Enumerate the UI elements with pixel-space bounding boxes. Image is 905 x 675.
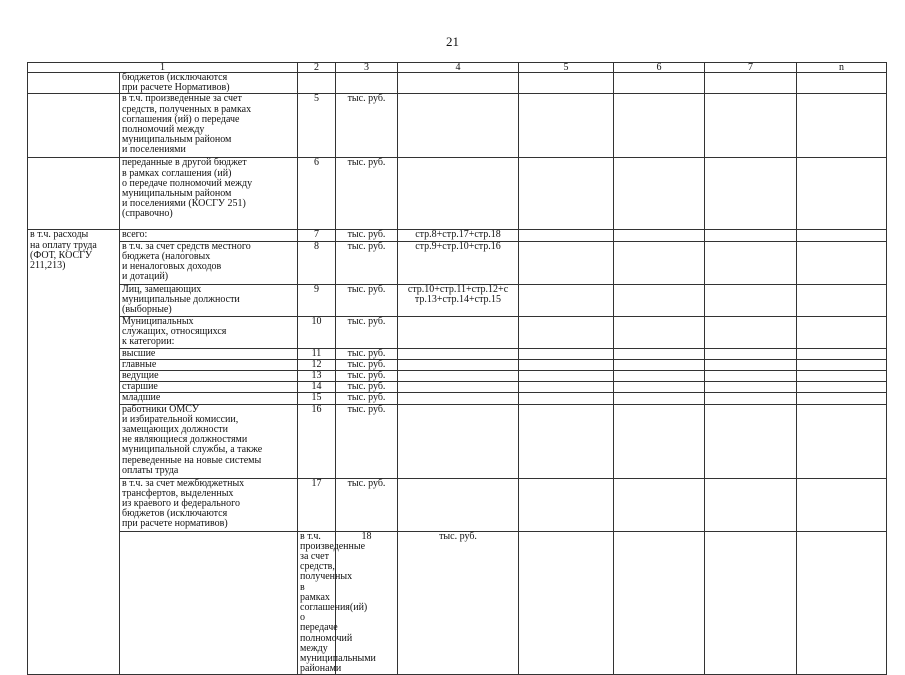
row-formula: стр.9+стр.10+стр.16: [398, 241, 519, 284]
row-unit: тыс. руб.: [336, 348, 398, 359]
row-unit: тыс. руб.: [336, 371, 398, 382]
table-row: [28, 478, 887, 531]
row-label: в т.ч. за счет межбюджетных трансфертов, выделенных из краевого и федерального бюджетов (исключаются при расчете нормативов): [120, 478, 298, 531]
row-unit: тыс. руб.: [336, 158, 398, 230]
row-label: переданные в другой бюджет в рамках соглашения (ий) о передаче полномочий между муниципальным районом и поселениями (КОСГУ 251) (справочно): [120, 158, 298, 230]
row-formula: [398, 73, 519, 94]
value-cell: [797, 316, 887, 348]
row-label: Лиц, замещающих муниципальные должности (выборные): [120, 284, 298, 316]
value-cell: [519, 359, 614, 370]
row-number: 16: [298, 404, 336, 478]
value-cell: [519, 404, 614, 478]
header-col-6: 6: [614, 63, 705, 73]
value-cell: [614, 94, 705, 158]
value-cell: [705, 478, 797, 531]
header-col-5: 5: [519, 63, 614, 73]
row-label: в т.ч. произведенные за счет средств, полученных в рамках соглашения (ий) о передаче полномочий между муниципальным районом и поселениями: [120, 94, 298, 158]
row-unit: тыс. руб.: [336, 404, 398, 478]
group-cell: [28, 73, 120, 94]
row-label: ведущие: [120, 371, 298, 382]
header-col-7: 7: [705, 63, 797, 73]
row-unit: тыс. руб.: [336, 94, 398, 158]
row-number: 8: [298, 241, 336, 284]
row-number: 12: [298, 359, 336, 370]
row-formula: [519, 531, 614, 675]
value-cell: [705, 158, 797, 230]
value-cell: [519, 284, 614, 316]
value-cell: [705, 531, 797, 675]
table-row: [28, 531, 887, 675]
row-number: 9: [298, 284, 336, 316]
value-cell: [705, 359, 797, 370]
row-label: в т.ч. произведенные за счет средств, полученных в рамках соглашения(ий) о передаче полномочий между муниципальными районами: [298, 531, 336, 675]
value-cell: [797, 393, 887, 404]
header-col-4: 4: [398, 63, 519, 73]
value-cell: [797, 241, 887, 284]
value-cell: [519, 478, 614, 531]
header-col-1: 1: [28, 63, 298, 73]
row-unit: тыс. руб.: [336, 284, 398, 316]
table-row: [28, 284, 887, 316]
row-label: младшие: [120, 393, 298, 404]
row-formula: [398, 404, 519, 478]
row-unit: тыс. руб.: [336, 393, 398, 404]
row-formula: [398, 393, 519, 404]
value-cell: [614, 393, 705, 404]
value-cell: [614, 348, 705, 359]
row-label: в т.ч. за счет средств местного бюджета (налоговых и неналоговых доходов и дотаций): [120, 241, 298, 284]
value-cell: [705, 316, 797, 348]
value-cell: [614, 158, 705, 230]
value-cell: [797, 73, 887, 94]
row-number: 13: [298, 371, 336, 382]
table-row: [28, 393, 887, 404]
value-cell: [705, 348, 797, 359]
value-cell: [519, 348, 614, 359]
row-label: работники ОМСУ и избирательной комиссии, замещающих должности не являющиеся должностями муниципальной службы, а также переведенные на новые системы оплаты труда: [120, 404, 298, 478]
value-cell: [519, 158, 614, 230]
value-cell: [797, 359, 887, 370]
value-cell: [614, 73, 705, 94]
group-cell: [28, 158, 120, 230]
row-unit: тыс. руб.: [398, 531, 519, 675]
report-table: [27, 62, 887, 675]
header-col-3: 3: [336, 63, 398, 73]
value-cell: [614, 404, 705, 478]
value-cell: [705, 404, 797, 478]
value-cell: [614, 316, 705, 348]
value-cell: [797, 371, 887, 382]
row-unit: тыс. руб.: [336, 359, 398, 370]
value-cell: [705, 371, 797, 382]
value-cell: [519, 241, 614, 284]
value-cell: [797, 404, 887, 478]
table-row: [28, 404, 887, 478]
value-cell: [797, 230, 887, 241]
value-cell: [797, 158, 887, 230]
row-formula: [398, 382, 519, 393]
value-cell: [519, 73, 614, 94]
value-cell: [705, 284, 797, 316]
row-label: бюджетов (исключаются при расчете Нормативов): [120, 73, 298, 94]
table-row: [28, 73, 887, 94]
value-cell: [519, 230, 614, 241]
row-number: 15: [298, 393, 336, 404]
value-cell: [614, 478, 705, 531]
value-cell: [614, 284, 705, 316]
row-number: 5: [298, 94, 336, 158]
row-unit: тыс. руб.: [336, 478, 398, 531]
row-label: высшие: [120, 348, 298, 359]
value-cell: [797, 284, 887, 316]
header-col-n: n: [797, 63, 887, 73]
value-cell: [797, 531, 887, 675]
row-formula: [398, 158, 519, 230]
value-cell: [705, 230, 797, 241]
table-row: [28, 382, 887, 393]
table-row: [28, 371, 887, 382]
value-cell: [614, 371, 705, 382]
value-cell: [797, 348, 887, 359]
table-row: [28, 94, 887, 158]
row-number: 17: [298, 478, 336, 531]
row-formula: стр.10+стр.11+стр.12+с тр.13+стр.14+стр.15: [398, 284, 519, 316]
row-label: Муниципальных служащих, относящихся к категории:: [120, 316, 298, 348]
row-number: 6: [298, 158, 336, 230]
row-formula: [398, 371, 519, 382]
value-cell: [519, 316, 614, 348]
row-formula: стр.8+стр.17+стр.18: [398, 230, 519, 241]
value-cell: [519, 382, 614, 393]
table-row: [28, 230, 887, 241]
value-cell: [797, 94, 887, 158]
row-formula: [398, 359, 519, 370]
value-cell: [519, 371, 614, 382]
row-number: 11: [298, 348, 336, 359]
group-cell: [120, 531, 298, 675]
table-row: [28, 316, 887, 348]
value-cell: [614, 531, 705, 675]
row-number: [298, 73, 336, 94]
row-formula: [398, 478, 519, 531]
value-cell: [614, 230, 705, 241]
row-formula: [398, 348, 519, 359]
row-number: 7: [298, 230, 336, 241]
row-label: всего:: [120, 230, 298, 241]
row-number: 10: [298, 316, 336, 348]
value-cell: [705, 94, 797, 158]
table-row: [28, 348, 887, 359]
group-label-labor-costs: в т.ч. расходы на оплату труда (ФОТ, КОСГУ 211,213): [28, 230, 120, 675]
table-row: [28, 158, 887, 230]
row-unit: [336, 73, 398, 94]
table-row: [28, 241, 887, 284]
row-unit: тыс. руб.: [336, 382, 398, 393]
page-number: 21: [446, 34, 459, 49]
value-cell: [614, 241, 705, 284]
value-cell: [519, 94, 614, 158]
value-cell: [797, 478, 887, 531]
row-number: 18: [336, 531, 398, 675]
table-row: [28, 359, 887, 370]
row-formula: [398, 94, 519, 158]
group-cell: [28, 94, 120, 158]
value-cell: [614, 359, 705, 370]
row-unit: тыс. руб.: [336, 241, 398, 284]
header-col-2: 2: [298, 63, 336, 73]
value-cell: [705, 241, 797, 284]
row-number: 14: [298, 382, 336, 393]
row-unit: тыс. руб.: [336, 316, 398, 348]
value-cell: [705, 382, 797, 393]
value-cell: [797, 382, 887, 393]
row-label: старшие: [120, 382, 298, 393]
value-cell: [519, 393, 614, 404]
value-cell: [705, 393, 797, 404]
value-cell: [614, 382, 705, 393]
table-header-row: [28, 63, 887, 73]
value-cell: [705, 73, 797, 94]
row-label: главные: [120, 359, 298, 370]
row-formula: [398, 316, 519, 348]
row-unit: тыс. руб.: [336, 230, 398, 241]
